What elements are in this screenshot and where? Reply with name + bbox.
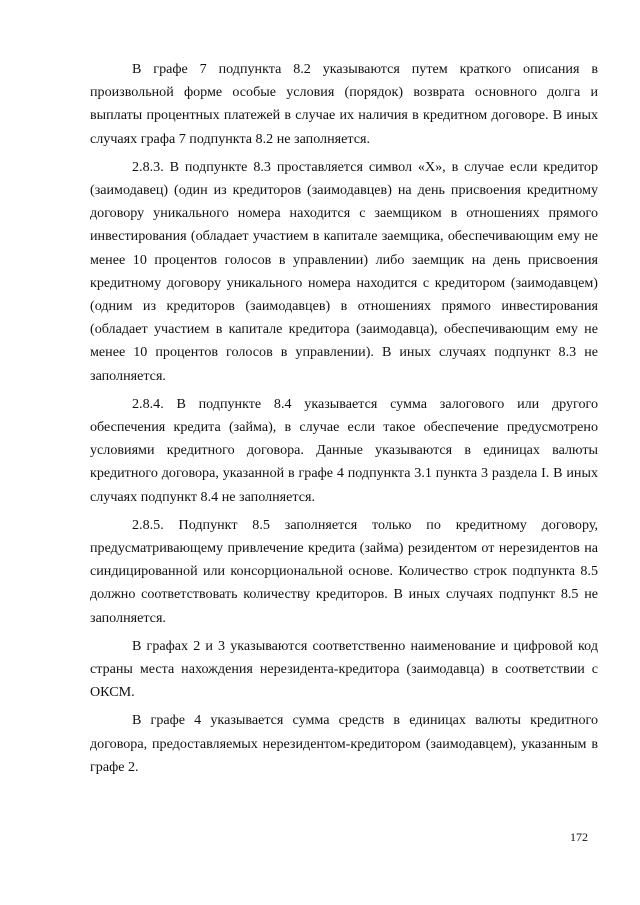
paragraph-1: В графе 7 подпункта 8.2 указываются путем краткого описания в произвольной форме особые условия (порядок) возврата основного долга и выплаты процентных платежей в случае их наличия в кредитном договоре. В иных случаях графа 7 подпункта 8.2 не заполняется.	[90, 61, 598, 147]
paragraph-3: 2.8.4. В подпункте 8.4 указывается сумма залогового или другого обеспечения кредита (займа), в случае если такое обеспечение предусмотрено условиями кредитного договора. Данные указываются в единицах валюты кредитного договора, указанной в графе 4 подпункта 3.1 пункта 3 раздела I. В иных случаях подпункт 8.4 не заполняется.	[90, 395, 598, 505]
paragraph-4: 2.8.5. Подпункт 8.5 заполняется только по кредитному договору, предусматривающему привлечение кредита (займа) резидентом от нерезидентов на синдицированной или консорциональной основе. Количество строк подпункта 8.5 должно соответствовать количеству кредиторов. В иных случаях подпункт 8.5 не заполняется.	[90, 516, 598, 626]
page-number: 172	[570, 830, 588, 844]
paragraph-5: В графах 2 и 3 указываются соответственно наименование и цифровой код страны места нахождения нерезидента-кредитора (заимодавца) в соответствии с ОКСМ.	[90, 637, 598, 701]
paragraph-2: 2.8.3. В подпункте 8.3 проставляется символ «X», в случае если кредитор (заимодавец) (один из кредиторов (заимодавцев) на день присвоения кредитному договору уникального номера находится с заемщиком в отношениях прямого инвестирования (обладает участием в капитале заемщика, обеспечивающим ему не менее 10 процентов голосов в управлении) либо заемщик на день присвоения кредитному договору уникального номера находится с кредитором (заимодавцем) (одним из кредиторов (заимодавцев) в отношениях прямого инвестирования (обладает участием в капитале кредитора (заимодавца), обеспечивающим ему не менее 10 процентов голосов в управлении). В иных случаях подпункт 8.3 не заполняется.	[90, 158, 598, 384]
paragraph-6: В графе 4 указывается сумма средств в единицах валюты кредитного договора, предоставляемых нерезидентом-кредитором (заимодавцем), указанным в графе 2.	[90, 712, 598, 775]
document-body	[90, 58, 598, 784]
